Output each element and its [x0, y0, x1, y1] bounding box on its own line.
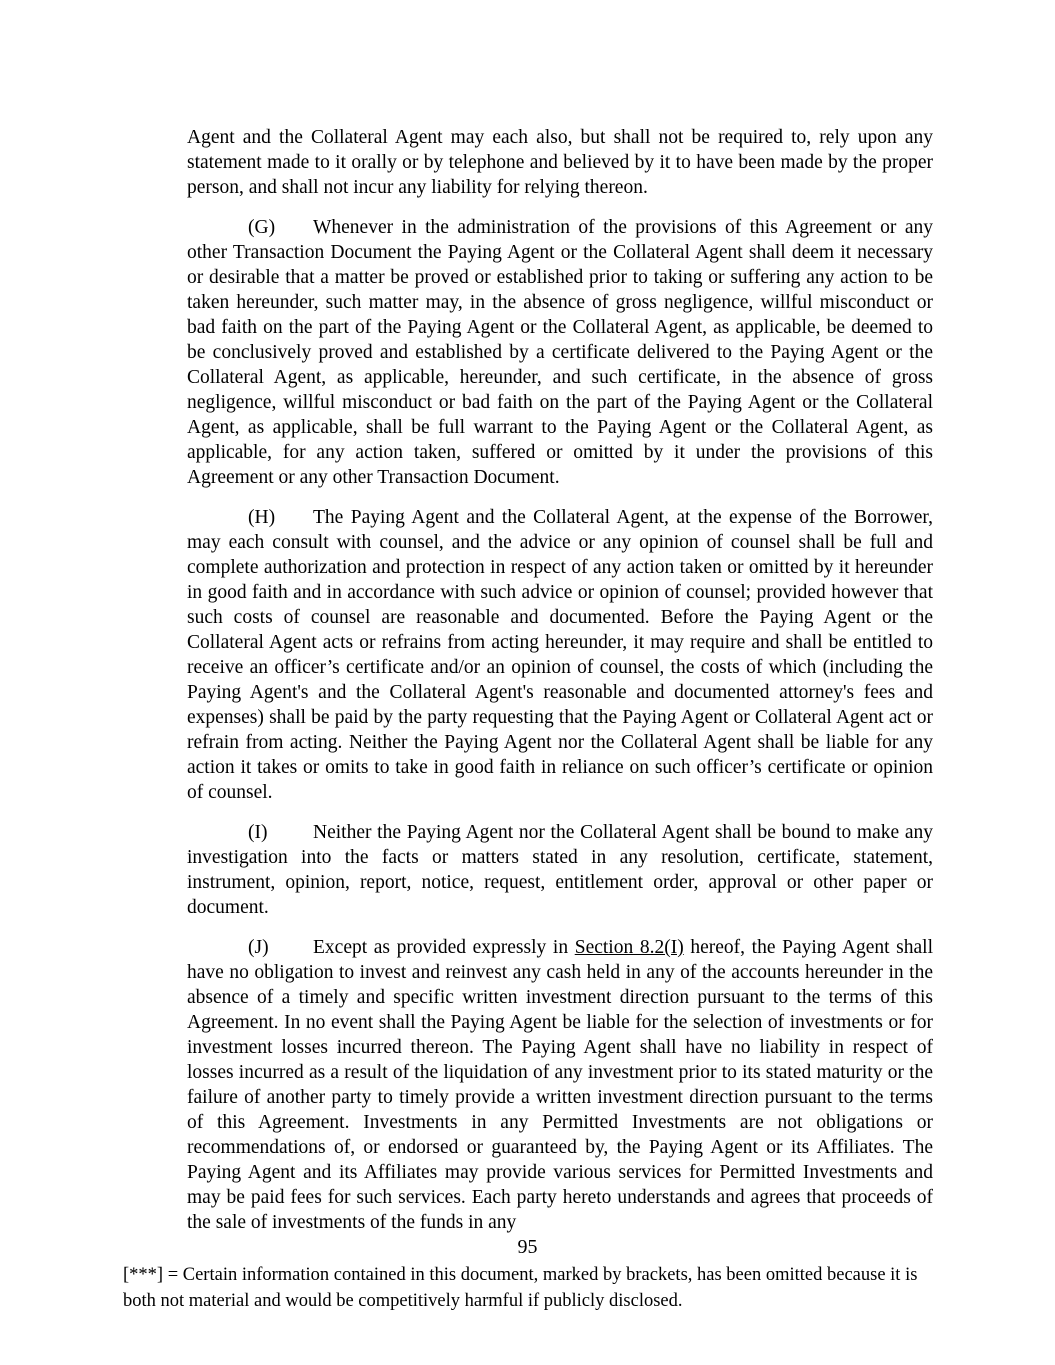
paragraph-j-text-after: hereof, the Paying Agent shall have no obligation to invest and reinvest any cash held in any of the accounts hereunder in the absence of a timely and specific written investment direction pursuant to the terms of this Agreement. In no event shall the Paying Agent be liable for the selection of investments or for investment losses incurred thereon. The Paying Agent shall have no liability in respect of losses incurred as a result of the liquidation of any investment prior to its stated maturity or the failure of another party to timely provide a written investment direction pursuant to the terms of this Agreement. Investments in any Permitted Investments are not obligations or recommendations of, or endorsed or guaranteed by, the Paying Agent or its Affiliates. The Paying Agent and its Affiliates may provide various services for Permitted Investments and may be paid fees for such services. Each party hereto understands and agrees that proceeds of the sale of investments of the funds in any [187, 937, 933, 1233]
paragraph-j-text-before: Except as provided expressly in [313, 937, 575, 958]
paragraph-h [187, 505, 933, 805]
page-number: 95 [517, 1236, 538, 1258]
paragraph-h-label: (H) [248, 507, 276, 528]
paragraph-g-label: (G) [248, 217, 276, 238]
document-body [187, 125, 933, 1250]
paragraph-i [187, 820, 933, 920]
paragraph-g-text: Whenever in the administration of the provisions of this Agreement or any other Transaction Document the Paying Agent or the Collateral Agent shall deem it necessary or desirable that a matter be proved or established prior to taking or suffering any action to be taken hereunder, such matter may, in the absence of gross negligence, willful misconduct or bad faith on the part of the Paying Agent or the Collateral Agent, as applicable, be deemed to be conclusively proved and established by a certificate delivered to the Paying Agent or the Collateral Agent, as applicable, hereunder, and such certificate, in the absence of gross negligence, willful misconduct or bad faith on the part of the Paying Agent or the Collateral Agent, as applicable, shall be full warrant to the Paying Agent or the Collateral Agent, as applicable, for any action taken, suffered or omitted by it under the provisions of this Agreement or any other Transaction Document. [187, 217, 933, 488]
paragraph-i-text: Neither the Paying Agent nor the Collateral Agent shall be bound to make any investigation into the facts or matters stated in any resolution, certificate, statement, instrument, opinion, report, notice, request, entitlement order, approval or other paper or document. [187, 822, 933, 918]
paragraph-h-text: The Paying Agent and the Collateral Agent, at the expense of the Borrower, may each consult with counsel, and the advice or any opinion of counsel shall be full and complete authorization and protection in respect of any action taken or omitted by it hereunder in good faith and in accordance with such advice or opinion of counsel; provided however that such costs of counsel are reasonable and documented. Before the Paying Agent or the Collateral Agent acts or refrains from acting hereunder, it may require and shall be entitled to receive an officer’s certificate and/or an opinion of counsel, the costs of which (including the Paying Agent's and the Collateral Agent's reasonable and documented attorney's fees and expenses) shall be paid by the party requesting that the Paying Agent or Collateral Agent act or refrain from acting. Neither the Paying Agent nor the Collateral Agent shall be liable for any action it takes or omits to take in good faith in reliance on such officer’s certificate or opinion of counsel. [187, 507, 933, 803]
paragraph-i-label: (I) [248, 822, 268, 843]
section-8-2-i-reference: Section 8.2(I) [574, 937, 684, 958]
confidential-treatment-footnote: [***] = Certain information contained in this document, marked by brackets, has been omitted because it is both not material and would be competitively harmful if publicly disclosed. [123, 1265, 918, 1311]
paragraph-continuation: Agent and the Collateral Agent may each also, but shall not be required to, rely upon any statement made to it orally or by telephone and believed by it to have been made by the proper person, and shall not incur any liability for relying thereon. [187, 127, 933, 198]
paragraph-j [187, 935, 933, 1235]
paragraph-g [187, 215, 933, 490]
paragraph-j-label: (J) [248, 937, 269, 958]
